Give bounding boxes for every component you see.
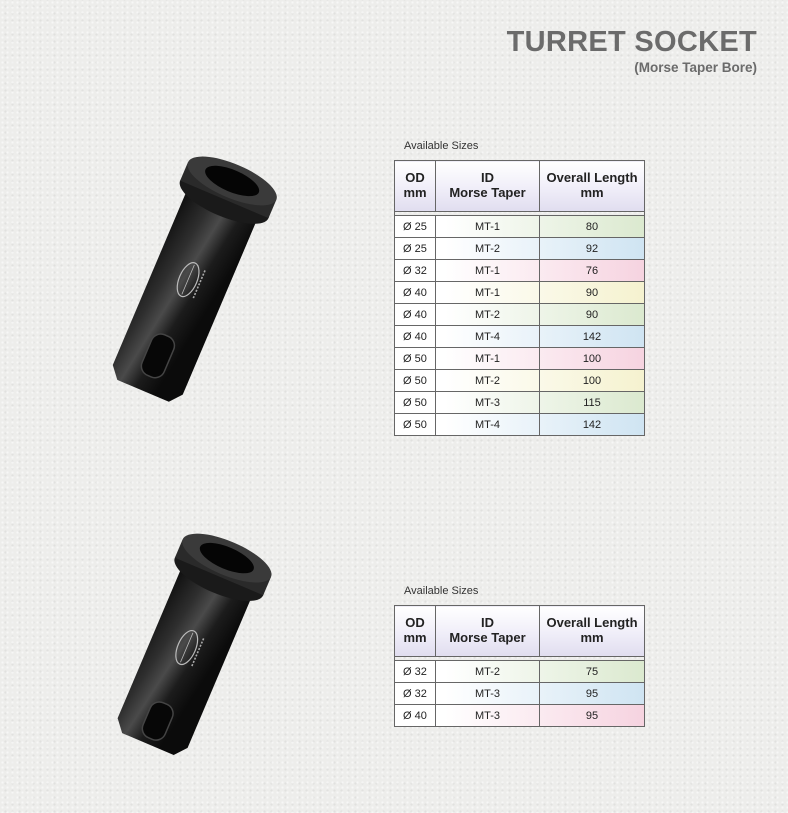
table-row — [395, 370, 645, 392]
cell-id: MT-4 — [436, 326, 540, 348]
cell-od: Ø 25 — [395, 216, 436, 238]
cell-id: MT-2 — [436, 238, 540, 260]
cell-id: MT-1 — [436, 348, 540, 370]
table-row — [395, 348, 645, 370]
table-header-row — [395, 161, 645, 212]
cell-id: MT-3 — [436, 392, 540, 414]
cell-od: Ø 40 — [395, 304, 436, 326]
available-sizes-label: Available Sizes — [404, 140, 479, 152]
cell-length: 100 — [540, 348, 645, 370]
cell-length: 142 — [540, 326, 645, 348]
cell-length: 142 — [540, 414, 645, 436]
col-header-od: OD mm — [395, 161, 436, 212]
cell-od: Ø 40 — [395, 705, 436, 727]
cell-id: MT-1 — [436, 216, 540, 238]
col-header-od: OD mm — [395, 606, 436, 657]
table-row — [395, 392, 645, 414]
cell-od: Ø 50 — [395, 370, 436, 392]
cell-id: MT-1 — [436, 260, 540, 282]
turret-socket-long-image — [78, 150, 298, 420]
cell-od: Ø 32 — [395, 661, 436, 683]
cell-od: Ø 25 — [395, 238, 436, 260]
cell-length: 115 — [540, 392, 645, 414]
cell-length: 76 — [540, 260, 645, 282]
sizes-table-1 — [394, 160, 645, 436]
col-header-length: Overall Length mm — [540, 161, 645, 212]
cell-length: 80 — [540, 216, 645, 238]
cell-length: 92 — [540, 238, 645, 260]
col-header-id: ID Morse Taper — [436, 161, 540, 212]
page-subtitle: (Morse Taper Bore) — [634, 60, 757, 75]
cell-id: MT-2 — [436, 370, 540, 392]
cell-od: Ø 32 — [395, 260, 436, 282]
cell-od: Ø 50 — [395, 414, 436, 436]
table-header-row — [395, 606, 645, 657]
cell-od: Ø 40 — [395, 326, 436, 348]
cell-id: MT-4 — [436, 414, 540, 436]
table-row — [395, 326, 645, 348]
col-header-id: ID Morse Taper — [436, 606, 540, 657]
table-row — [395, 661, 645, 683]
turret-socket-short-image — [82, 530, 292, 775]
cell-od: Ø 50 — [395, 348, 436, 370]
table-row — [395, 260, 645, 282]
table-row — [395, 282, 645, 304]
cell-od: Ø 32 — [395, 683, 436, 705]
col-header-length: Overall Length mm — [540, 606, 645, 657]
cell-length: 90 — [540, 282, 645, 304]
cell-id: MT-2 — [436, 304, 540, 326]
cell-od: Ø 40 — [395, 282, 436, 304]
table-row — [395, 304, 645, 326]
page-title: TURRET SOCKET — [506, 26, 757, 58]
table-row — [395, 216, 645, 238]
sizes-table-2 — [394, 605, 645, 727]
cell-length: 95 — [540, 705, 645, 727]
table-row — [395, 414, 645, 436]
table-row — [395, 238, 645, 260]
cell-length: 100 — [540, 370, 645, 392]
table-row — [395, 683, 645, 705]
cell-id: MT-3 — [436, 705, 540, 727]
cell-length: 75 — [540, 661, 645, 683]
cell-id: MT-1 — [436, 282, 540, 304]
cell-length: 90 — [540, 304, 645, 326]
table-row — [395, 705, 645, 727]
cell-id: MT-3 — [436, 683, 540, 705]
available-sizes-label: Available Sizes — [404, 585, 479, 597]
cell-od: Ø 50 — [395, 392, 436, 414]
cell-length: 95 — [540, 683, 645, 705]
cell-id: MT-2 — [436, 661, 540, 683]
